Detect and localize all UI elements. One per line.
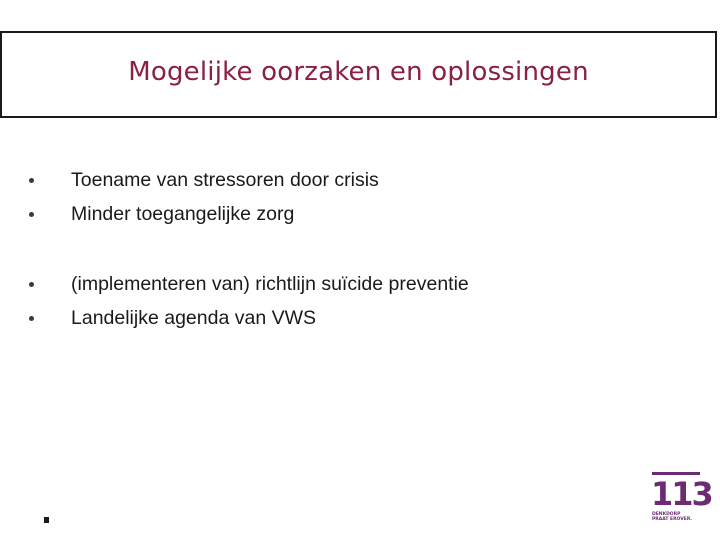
bullet-text: Toename van stressoren door crisis <box>71 169 379 191</box>
logo-number: 113 <box>651 475 712 513</box>
bullet-icon <box>29 178 34 183</box>
brand-logo <box>651 472 712 528</box>
bullet-icon <box>29 212 34 217</box>
slide-title: Mogelijke oorzaken en oplossingen <box>128 57 589 87</box>
bullet-item <box>27 270 687 304</box>
bullet-item <box>27 166 687 200</box>
logo-tagline-line1: DENKDORP <box>652 512 681 517</box>
bullet-item <box>27 304 687 338</box>
bullet-item <box>27 200 687 234</box>
bullet-list <box>27 166 687 338</box>
title-box <box>0 31 717 118</box>
empty-bullet-marker <box>44 517 49 523</box>
bullet-text: (implementeren van) richtlijn suïcide preventie <box>71 273 469 295</box>
bullet-icon <box>29 282 34 287</box>
logo-tagline-line2: PRAAT EROVER. <box>652 517 693 522</box>
bullet-icon <box>29 316 34 321</box>
bullet-text: Minder toegangelijke zorg <box>71 203 295 225</box>
bullet-text: Landelijke agenda van VWS <box>71 307 316 329</box>
logo-tagline <box>652 512 692 522</box>
